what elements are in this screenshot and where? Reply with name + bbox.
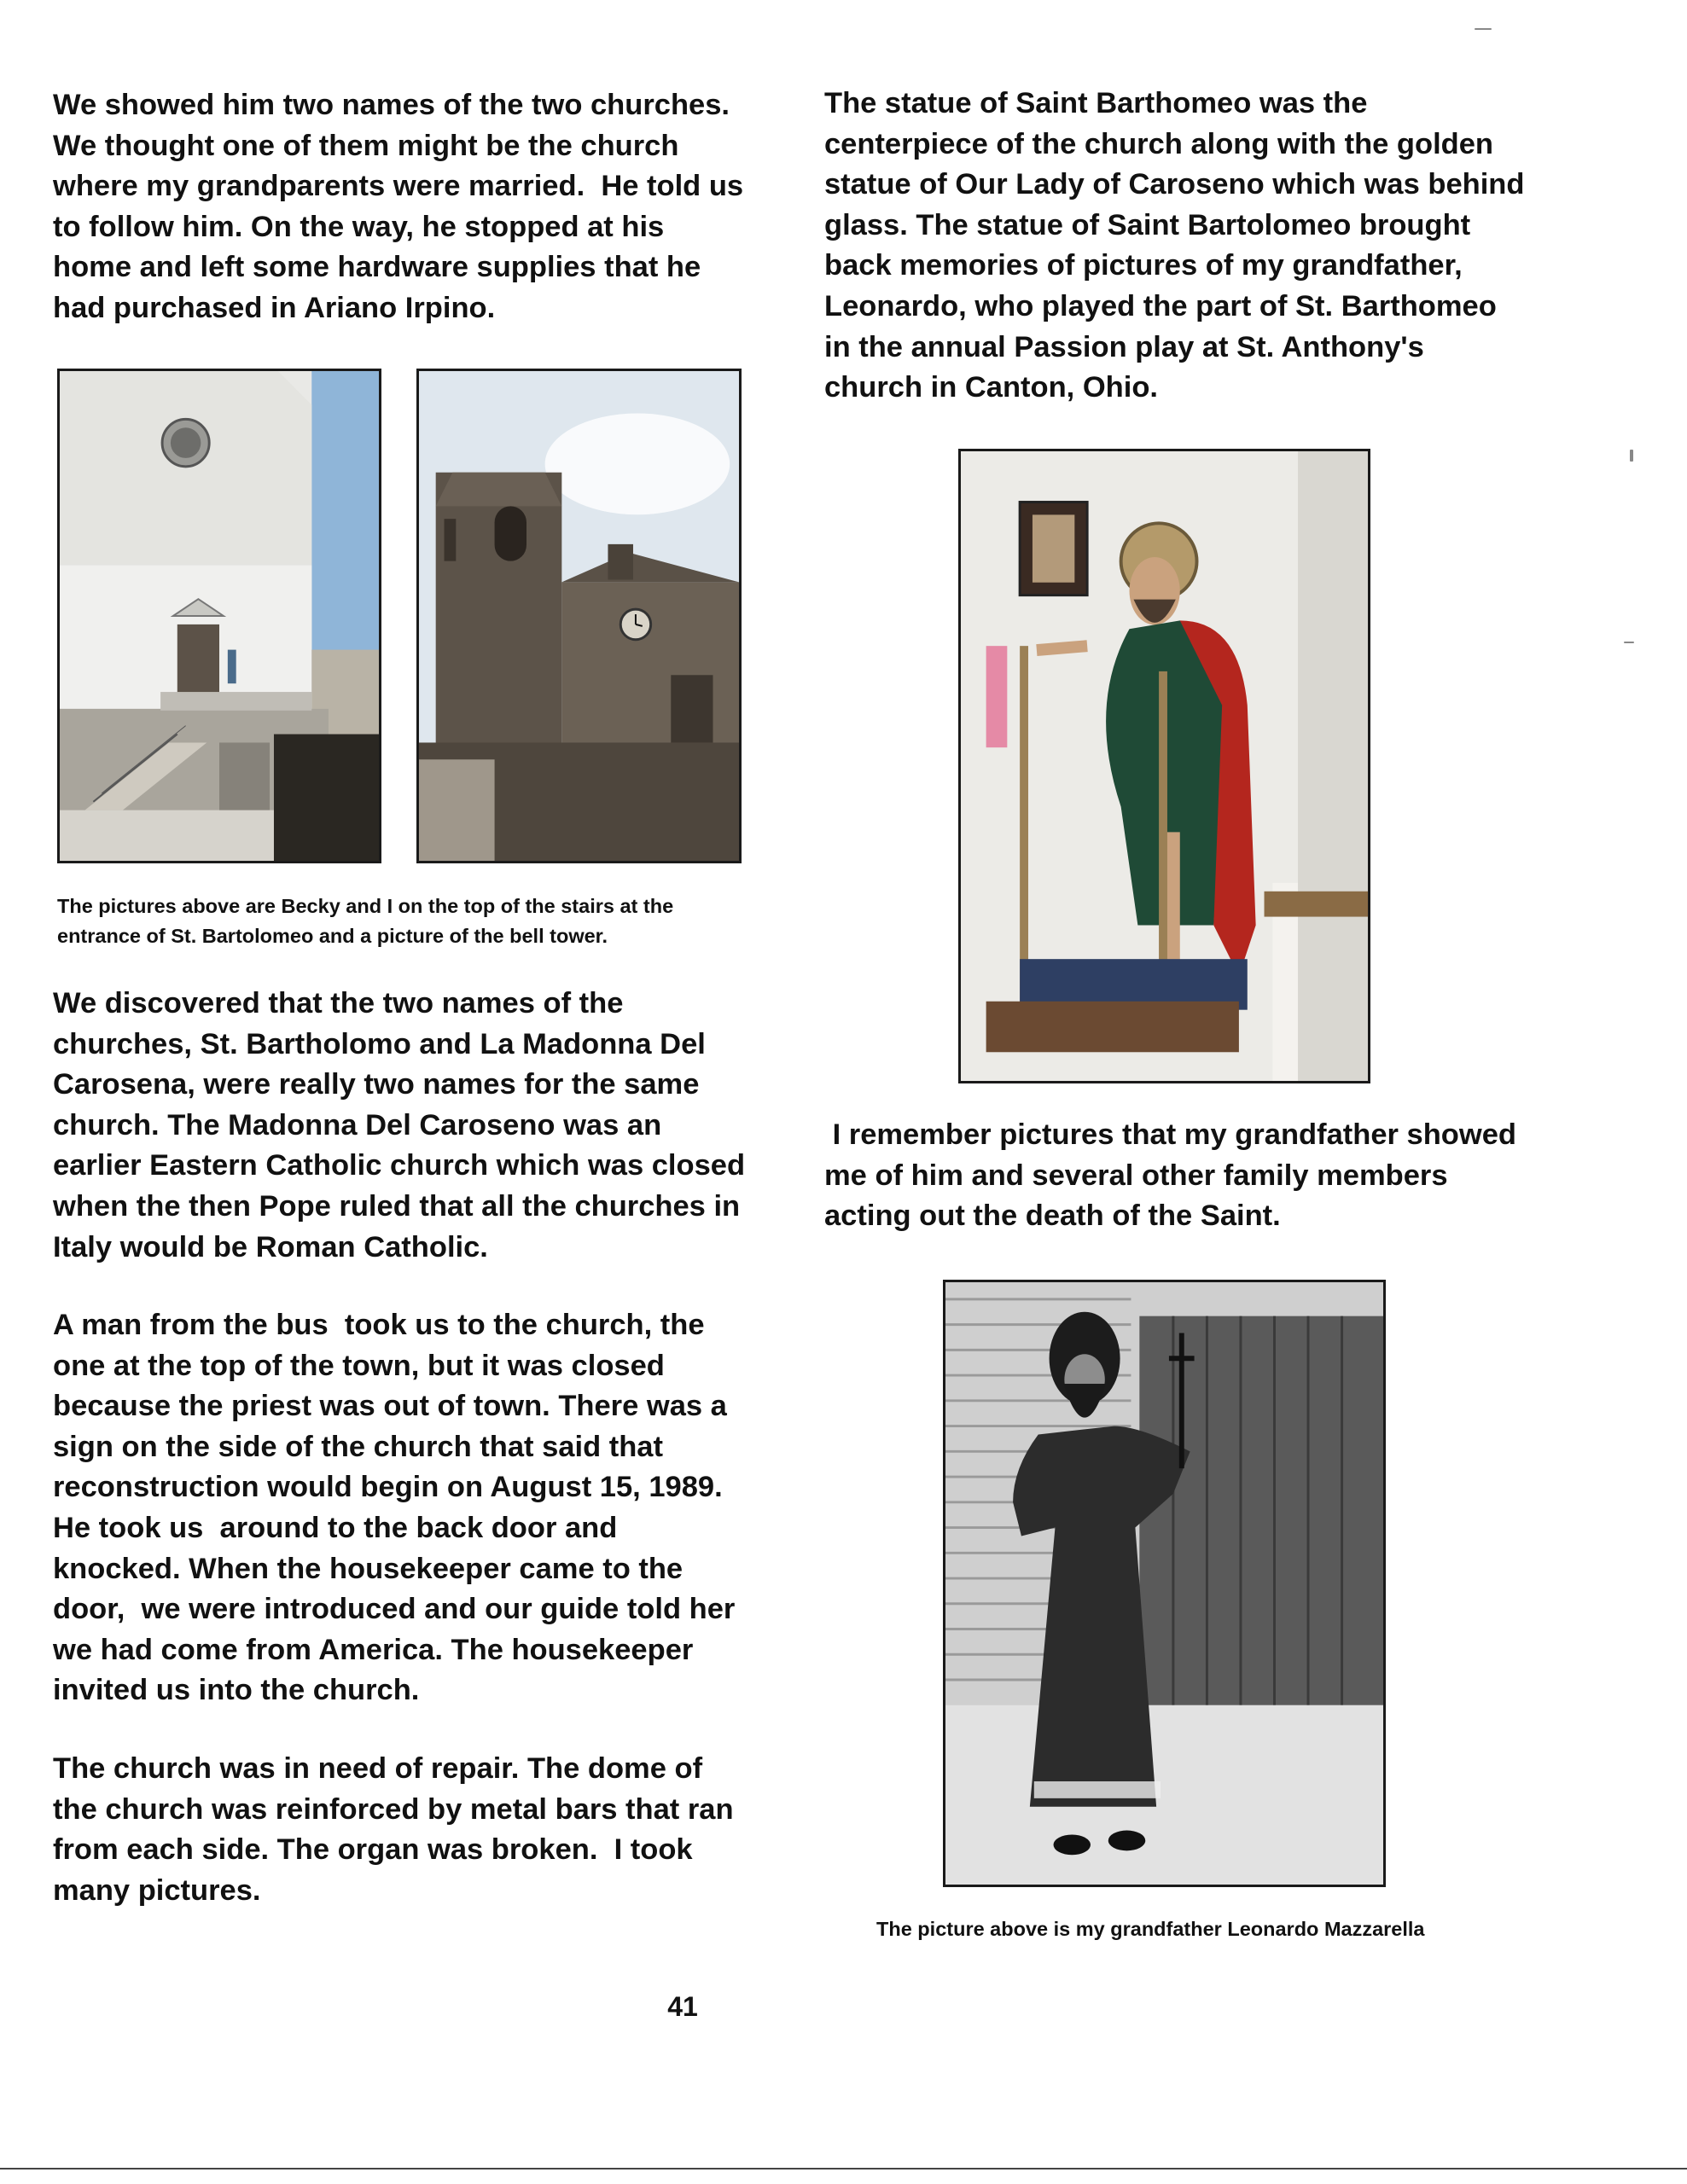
- paragraph-intro: We showed him two names of the two churches. We thought one of them might be the church where my grandparents were married. He told us to follow him. On the way, he stopped at his home and left some hardware supplies that he had purchased in Ariano Irpino.: [53, 89, 744, 324]
- paragraph-statue: The statue of Saint Barthomeo was the centerpiece of the church along with the golden statue of Our Lady of Caroseno which was behind glass. The statue of Saint Bartolomeo brought back memories of pictures of my grandfather, Leonardo, who played the part of St. Barthomeo in the annual Passion play at St. Anthony's church in Canton, Ohio.: [824, 87, 1525, 404]
- scan-speck: [1475, 28, 1492, 30]
- bell-tower-photo: [416, 369, 742, 863]
- grandfather-photo-caption: The picture above is my grandfather Leonardo Mazzarella: [876, 1918, 1425, 1940]
- church-entrance-photo: [57, 369, 381, 863]
- church-photos-caption: The pictures above are Becky and I on the top of the stairs at the entrance of St. Bartolomeo and a picture of the bell tower.: [57, 895, 674, 947]
- paragraph-repair: The church was in need of repair. The dome of the church was reinforced by metal bars that ran from each side. The organ was broken. I took many pictures.: [53, 1752, 734, 1907]
- grandfather-leonardo-photo: [943, 1280, 1386, 1887]
- scan-speck: [1630, 450, 1633, 462]
- paragraph-two-names: We discovered that the two names of the churches, St. Bartholomo and La Madonna Del Carosena, were really two names for the same church. The Madonna Del Caroseno was an earlier Eastern Catholic church which was closed when the then Pope ruled that all the churches in Italy would be Roman Catholic.: [53, 987, 746, 1263]
- scan-speck: [1624, 642, 1634, 643]
- page-bottom-edge: [0, 2168, 1687, 2169]
- paragraph-grandfather: I remember pictures that my grandfather showed me of him and several other family members acting out the death of the Saint.: [824, 1118, 1516, 1233]
- page-number: 41: [667, 1991, 698, 2022]
- paragraph-bus-man: A man from the bus took us to the church, the one at the top of the town, but it was closed because the priest was out of town. There was a sign on the side of the church that said that reconstruction would begin on August 15, 1989. He took us around to the back door and knocked. When the housekeeper came to the door, we were introduced and our guide told her we had come from America. The housekeeper invited us into the church.: [53, 1309, 736, 1707]
- saint-bartolomeo-statue-photo: [958, 449, 1370, 1083]
